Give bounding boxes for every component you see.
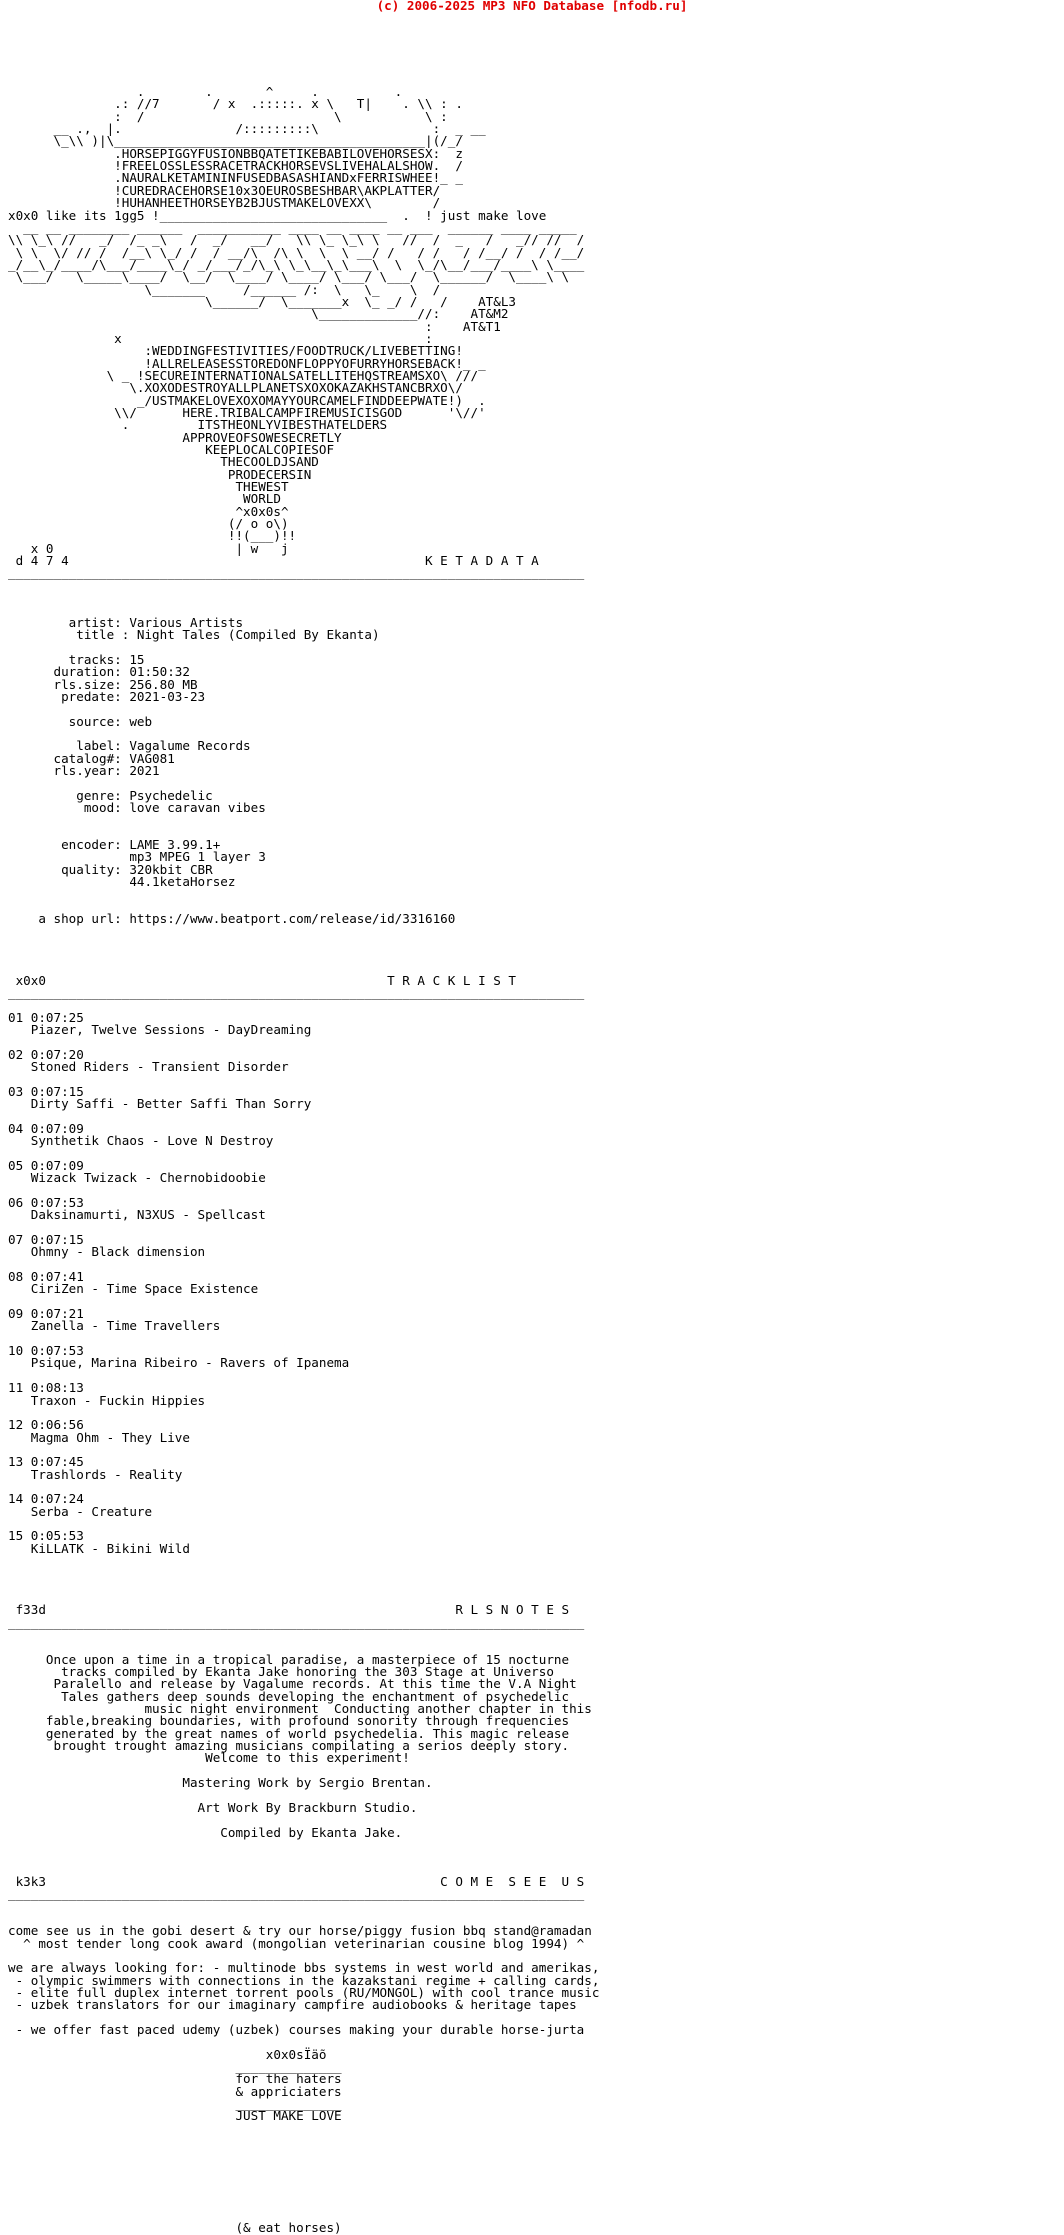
nfo-line: : AT&T1 xyxy=(8,318,501,334)
nfo-line: ____________________________________________________________________________ xyxy=(8,985,585,1001)
nfo-line: music night environment Conducting another chapter in this xyxy=(8,1701,592,1717)
nfo-line: Magma Ohm - They Live xyxy=(8,1429,190,1445)
nfo-line: 13 0:07:45 xyxy=(8,1454,84,1470)
nfo-line: tracks: 15 xyxy=(8,651,145,667)
nfo-text-body xyxy=(8,12,599,2234)
nfo-line: \_\\ )|\_________________________________________|(/_/ xyxy=(8,133,463,149)
nfo-line: Psique, Marina Ribeiro - Ravers of Ipanema xyxy=(8,1355,350,1371)
nfo-line: Serba - Creature xyxy=(8,1503,153,1519)
nfo-line xyxy=(8,1407,599,1419)
nfo-line: !FREELOSSLESSRACETRACKHORSEVSLIVEHALALSHOW. / xyxy=(8,158,463,174)
nfo-line: .HORSEPIGGYFUSIONBBQATETIKEBABILOVEHORSESX: z xyxy=(8,145,463,161)
nfo-line xyxy=(8,1839,599,1851)
nfo-line: encoder: LAME 3.99.1+ xyxy=(8,837,221,853)
nfo-line: we are always looking for: - multinode bbs systems in west world and amerikas, xyxy=(8,1960,600,1976)
nfo-line: x : xyxy=(8,330,433,346)
nfo-line xyxy=(8,2123,599,2135)
nfo-line: x0x0 like its 1gg5 !______________________________ . ! just make love xyxy=(8,207,547,223)
nfo-line: brought trought amazing musicians compilating a serios deeply story. xyxy=(8,1738,570,1754)
nfo-line xyxy=(8,1074,599,1086)
nfo-line: \_____________//: AT&M2 xyxy=(8,306,509,322)
nfo-line: ____________________________________________________________________________ xyxy=(8,565,585,581)
nfo-line: 44.1ketaHorsez xyxy=(8,874,236,890)
nfo-line: generated by the great names of world psychedelia. This magic release xyxy=(8,1725,570,1741)
nfo-line: mp3 MPEG 1 layer 3 xyxy=(8,849,266,865)
nfo-line: 15 0:05:53 xyxy=(8,1528,84,1544)
nfo-line: \.XOXODESTROYALLPLANETSXOXOKAZAKHSTANCBRXO\/ xyxy=(8,380,463,396)
nfo-line: Compiled by Ekanta Jake. xyxy=(8,1824,403,1840)
nfo-line: genre: Psychedelic xyxy=(8,787,213,803)
nfo-line: k3k3 C O M E S E E U S xyxy=(8,1873,585,1889)
nfo-line: 05 0:07:09 xyxy=(8,1157,84,1173)
nfo-line xyxy=(8,12,599,24)
nfo-line xyxy=(8,1481,599,1493)
nfo-line: __ __ ________ ______ ___________ ____ __ ____ __ ___ ______ ____ _____ xyxy=(8,219,577,235)
nfo-line: CiriZen - Time Space Existence xyxy=(8,1281,259,1297)
nfo-line: a shop url: https://www.beatport.com/release/id/3316160 xyxy=(8,911,456,927)
nfo-line xyxy=(8,1901,599,1913)
nfo-line: !HUHANHEETHORSEYB2BJUSTMAKELOVEXX\ / xyxy=(8,195,441,211)
nfo-line xyxy=(8,1148,599,1160)
nfo-line: . ITSTHEONLYVIBESTHATELDERS xyxy=(8,417,388,433)
nfo-line: 12 0:06:56 xyxy=(8,1417,84,1433)
nfo-line: (/ o o\) xyxy=(8,516,289,532)
nfo-line: THECOOLDJSAND xyxy=(8,454,319,470)
nfo-line: 01 0:07:25 xyxy=(8,1009,84,1025)
nfo-line: x 0 | w j xyxy=(8,540,289,556)
nfo-line xyxy=(8,1296,599,1308)
nfo-line xyxy=(8,925,599,937)
nfo-line: \\/ HERE.TRIBALCAMPFIREMUSICISGOD '\//' xyxy=(8,405,486,420)
nfo-line: Ohmny - Black dimension xyxy=(8,1244,206,1260)
nfo-line: Welcome to this experiment! xyxy=(8,1750,410,1766)
nfo-line: ______________ xyxy=(8,2096,342,2112)
nfo-line: 07 0:07:15 xyxy=(8,1232,84,1248)
nfo-line: source: web xyxy=(8,713,153,729)
nfo-line: Mastering Work by Sergio Brentan. xyxy=(8,1775,433,1791)
nfo-line: for the haters xyxy=(8,2071,342,2087)
nfo-line xyxy=(8,2209,599,2221)
nfo-line xyxy=(8,37,599,49)
nfo-line: artist: Various Artists xyxy=(8,614,244,630)
nfo-line: title : Night Tales (Compiled By Ekanta) xyxy=(8,627,380,643)
nfo-line: WORLD xyxy=(8,491,281,507)
nfo-line xyxy=(8,1567,599,1579)
nfo-line: x0x0sÏäõ xyxy=(8,2046,327,2062)
nfo-line xyxy=(8,1037,599,1049)
nfo-line: mood: love caravan vibes xyxy=(8,800,266,815)
nfo-line: - we offer fast paced udemy (uzbek) courses making your durable horse-jurta xyxy=(8,2022,585,2038)
nfo-line xyxy=(8,2185,599,2197)
nfo-line xyxy=(8,2172,599,2184)
nfo-line xyxy=(8,1629,599,1641)
nfo-line: \___/ \_____\____/ \__/ \____/ \____/ \___/ \___/ \______/ \____\ \ xyxy=(8,269,570,285)
nfo-line: Dirty Saffi - Better Saffi Than Sorry xyxy=(8,1096,312,1112)
nfo-line: ____________________________________________________________________________ xyxy=(8,1614,585,1630)
nfo-line: ____________________________________________________________________________ xyxy=(8,1886,585,1902)
nfo-line xyxy=(8,2160,599,2172)
nfo-line: THEWEST xyxy=(8,479,289,495)
nfo-line: ^x0x0s^ xyxy=(8,503,289,519)
nfo-line: . . ^ . . xyxy=(8,84,403,100)
nfo-line: __ ., |. /:::::::::\ : _ __ xyxy=(8,121,486,137)
nfo-line xyxy=(8,1444,599,1456)
nfo-line: _/__\_/____/\___/____\_/ _/___/_/\_\ \_\__\_\___\ \ \_/\__/___/____\ \____ xyxy=(8,256,585,272)
nfo-line: 11 0:08:13 xyxy=(8,1380,84,1396)
nfo-line: Piazer, Twelve Sessions - DayDreaming xyxy=(8,1022,312,1038)
nfo-line: (& eat horses) xyxy=(8,2219,342,2235)
nfo-line: :WEDDINGFESTIVITIES/FOODTRUCK/LIVEBETTING! xyxy=(8,343,463,359)
nfo-line: Tales gathers deep sounds developing the enchantment of psychedelic xyxy=(8,1688,570,1704)
nfo-line: \_______ /______ /: \ \_ \ / xyxy=(8,281,441,297)
nfo-line xyxy=(8,938,599,950)
nfo-line: 06 0:07:53 xyxy=(8,1195,84,1210)
nfo-line: tracks compiled by Ekanta Jake honoring the 303 Stage at Universo xyxy=(8,1664,554,1680)
nfo-line xyxy=(8,1000,599,1012)
nfo-line: 03 0:07:15 xyxy=(8,1083,84,1099)
nfo-line: Paralello and release by Vagalume records. At this time the V.A Night xyxy=(8,1676,577,1692)
nfo-line: Once upon a time in a tropical paradise, a masterpiece of 15 nocturne xyxy=(8,1651,570,1667)
nfo-line: 08 0:07:41 xyxy=(8,1269,84,1285)
nfo-line xyxy=(8,888,599,900)
nfo-line xyxy=(8,1259,599,1271)
nfo-line: \\ \_\ // _/ /_ _\ / _/ __/ \\ \_ \_\ \ // / _ / _// // / xyxy=(8,232,585,248)
nfo-line: Trashlords - Reality xyxy=(8,1466,183,1482)
nfo-line xyxy=(8,1370,599,1382)
nfo-line: - uzbek translators for our imaginary campfire audiobooks & heritage tapes xyxy=(8,1997,577,2013)
nfo-line: .NAURALKETAMININFUSEDBASASHIANDxFERRISWHEE!_ _ xyxy=(8,170,463,186)
nfo-line: 09 0:07:21 xyxy=(8,1306,84,1322)
nfo-line: Traxon - Fuckin Hippies xyxy=(8,1392,206,1408)
nfo-line: Daksinamurti, N3XUS - Spellcast xyxy=(8,1207,266,1223)
nfo-line xyxy=(8,1222,599,1234)
nfo-line: quality: 320kbit CBR xyxy=(8,861,213,877)
nfo-line: rls.year: 2021 xyxy=(8,762,160,778)
nfo-line: \ \ \/ // / /__\ \_/ / / __/\ /\ \ \ \ __/ / / / / /__/ / / /__/ xyxy=(8,244,585,260)
nfo-line: \ _ !SECUREINTERNATIONALSATELLITEHQSTREAMSXO\ /// xyxy=(8,367,479,383)
nfo-line: !CUREDRACEHORSE10x3OEUROSBESHBAR\AKPLATTER/ xyxy=(8,182,441,198)
nfo-line xyxy=(8,2135,599,2147)
nfo-line: rls.size: 256.80 MB xyxy=(8,676,198,692)
nfo-line xyxy=(8,1111,599,1123)
nfo-line xyxy=(8,1185,599,1197)
nfo-line: : / \ \ : xyxy=(8,108,448,124)
nfo-line: 14 0:07:24 xyxy=(8,1491,84,1507)
nfo-line: catalog#: VAG081 xyxy=(8,750,175,766)
nfo-line: JUST MAKE LOVE xyxy=(8,2108,342,2124)
nfo-line xyxy=(8,1580,599,1592)
nfo-line xyxy=(8,814,599,826)
nfo-line: 10 0:07:53 xyxy=(8,1343,84,1359)
nfo-line: PRODECERSIN xyxy=(8,466,312,482)
nfo-line: fable,breaking boundaries, with profound sonority through frequencies xyxy=(8,1713,570,1729)
nfo-line xyxy=(8,49,599,61)
nfo-line: come see us in the gobi desert & try our horse/piggy fusion bbq stand@ramadan xyxy=(8,1923,592,1939)
nfo-line: \______/ \_______x \_ _/ / / AT&L3 xyxy=(8,293,516,309)
nfo-line xyxy=(8,580,599,592)
nfo-line: ^ most tender long cook award (mongolian veterinarian cousine blog 1994) ^ xyxy=(8,1935,585,1951)
nfo-line: .: //7 / x .:::::. x \ T| . \\ : . xyxy=(8,96,463,112)
nfo-line: !ALLRELEASESSTOREDONFLOPPYOFURRYHORSEBACK!_ _ xyxy=(8,355,486,371)
nfo-line: - elite full duplex internet torrent pools (RU/MONGOL) with cool trance music xyxy=(8,1985,600,2000)
nfo-line xyxy=(8,1555,599,1567)
nfo-line: Wizack Twizack - Chernobidoobie xyxy=(8,1170,266,1186)
nfo-line: Stoned Riders - Transient Disorder xyxy=(8,1059,289,1075)
nfo-line: predate: 2021-03-23 xyxy=(8,688,206,704)
nfo-line: KiLLATK - Bikini Wild xyxy=(8,1540,190,1556)
nfo-line: & appriciaters xyxy=(8,2083,342,2099)
nfo-line: KEEPLOCALCOPIESOF xyxy=(8,442,335,458)
nfo-line: Synthetik Chaos - Love N Destroy xyxy=(8,1133,274,1149)
nfo-line: ______________ xyxy=(8,2059,342,2075)
nfo-line xyxy=(8,1851,599,1863)
site-copyright-header: (c) 2006-2025 MP3 NFO Database [nfodb.ru] xyxy=(376,0,688,13)
nfo-line: - olympic swimmers with connections in the kazakstani regime + calling cards, xyxy=(8,1972,600,1988)
nfo-line: 02 0:07:20 xyxy=(8,1046,84,1062)
nfo-line: 04 0:07:09 xyxy=(8,1120,84,1136)
nfo-line: label: Vagalume Records xyxy=(8,738,251,754)
nfo-line: _/USTMAKELOVEXOXOMAYYOURCAMELFINDDEEPWATE!) . xyxy=(8,392,486,408)
nfo-line xyxy=(8,1518,599,1530)
nfo-line xyxy=(8,24,599,36)
nfo-line xyxy=(8,2197,599,2209)
nfo-line: x0x0 T R A C K L I S T xyxy=(8,972,516,988)
nfo-line: Zanella - Time Travellers xyxy=(8,1318,221,1334)
nfo-line xyxy=(8,592,599,604)
nfo-line: d 4 7 4 K E T A D A T A xyxy=(8,553,539,569)
nfo-line: APPROVEOFSOWESECRETLY xyxy=(8,429,342,445)
nfo-line: duration: 01:50:32 xyxy=(8,664,190,680)
nfo-line: Art Work By Brackburn Studio. xyxy=(8,1799,418,1815)
nfo-line xyxy=(8,1333,599,1345)
nfo-line: !!(___)!! xyxy=(8,528,297,544)
nfo-line: f33d R L S N O T E S xyxy=(8,1602,570,1618)
nfo-line xyxy=(8,2147,599,2159)
nfo-line xyxy=(8,61,599,73)
nfo-line xyxy=(8,950,599,962)
